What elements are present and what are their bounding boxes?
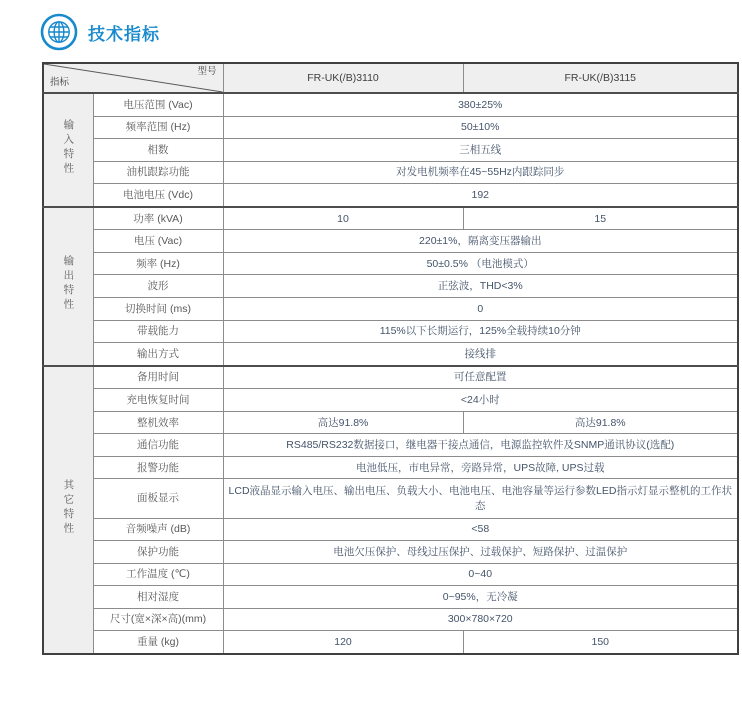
param-label: 电压范围 (Vac) (93, 93, 223, 116)
param-value: 380±25% (223, 93, 738, 116)
table-row (43, 479, 738, 518)
spec-table (42, 62, 739, 655)
param-value: 15 (463, 207, 738, 230)
table-row (43, 230, 738, 253)
param-label: 电压 (Vac) (93, 230, 223, 253)
page-title: 技术指标 (88, 24, 160, 44)
param-value: 0 (223, 298, 738, 321)
group-header-label: 输入特性 (62, 118, 75, 177)
corner-cell (43, 63, 223, 93)
param-value: RS485/RS232数据接口，继电器干接点通信，电源监控软件及SNMP通讯协议(选配) (223, 434, 738, 457)
corner-label-model: 型号 (197, 66, 217, 77)
table-row (43, 320, 738, 343)
param-value: <24小时 (223, 389, 738, 412)
param-value: 150 (463, 631, 738, 654)
group-header-label: 输出特性 (62, 255, 75, 314)
param-value: 10 (223, 207, 463, 230)
table-row (43, 161, 738, 184)
param-value: 对发电机频率在45~55Hz内跟踪同步 (223, 161, 738, 184)
param-label: 整机效率 (93, 411, 223, 434)
group-header-1 (43, 207, 93, 366)
table-row (43, 586, 738, 609)
param-value: 220±1%，隔离变压器输出 (223, 230, 738, 253)
param-label: 电池电压 (Vdc) (93, 184, 223, 207)
param-label: 备用时间 (93, 366, 223, 389)
table-row (43, 456, 738, 479)
param-value: 可任意配置 (223, 366, 738, 389)
table-row (43, 563, 738, 586)
param-label: 尺寸(宽×深×高)(mm) (93, 608, 223, 631)
param-label: 油机跟踪功能 (93, 161, 223, 184)
table-row (43, 139, 738, 162)
table-row (43, 541, 738, 564)
param-value: 正弦波，THD<3% (223, 275, 738, 298)
param-label: 充电恢复时间 (93, 389, 223, 412)
group-header-2 (43, 366, 93, 654)
table-row (43, 631, 738, 654)
param-label: 功率 (kVA) (93, 207, 223, 230)
param-label: 带载能力 (93, 320, 223, 343)
param-value: 50±10% (223, 116, 738, 139)
table-header-row (43, 63, 738, 93)
spec-table-body (43, 93, 738, 654)
param-label: 保护功能 (93, 541, 223, 564)
table-row (43, 93, 738, 116)
corner-label-indicator: 指标 (50, 77, 70, 89)
param-label: 面板显示 (93, 479, 223, 518)
param-value: 50±0.5% （电池模式） (223, 252, 738, 275)
table-row (43, 116, 738, 139)
table-row (43, 298, 738, 321)
table-row (43, 207, 738, 230)
param-label: 频率 (Hz) (93, 252, 223, 275)
param-value: 192 (223, 184, 738, 207)
page-header (39, 12, 160, 52)
table-row (43, 434, 738, 457)
param-label: 相对湿度 (93, 586, 223, 609)
model-column-header-1: FR-UK(/B)3110 (223, 63, 463, 93)
param-value: 300×780×720 (223, 608, 738, 631)
diagonal-line-icon (44, 64, 223, 92)
table-row (43, 518, 738, 541)
param-label: 重量 (kg) (93, 631, 223, 654)
param-label: 音频噪声 (dB) (93, 518, 223, 541)
table-row (43, 366, 738, 389)
param-value: 电池低压，市电异常，旁路异常，UPS故障, UPS过载 (223, 456, 738, 479)
param-label: 工作温度 (℃) (93, 563, 223, 586)
param-label: 波形 (93, 275, 223, 298)
table-row (43, 252, 738, 275)
param-value: <58 (223, 518, 738, 541)
table-row (43, 608, 738, 631)
param-value: 三相五线 (223, 139, 738, 162)
param-value: 0~40 (223, 563, 738, 586)
param-label: 切换时间 (ms) (93, 298, 223, 321)
param-label: 频率范围 (Hz) (93, 116, 223, 139)
globe-icon (39, 12, 79, 52)
param-label: 相数 (93, 139, 223, 162)
param-value: 0~95%，无冷凝 (223, 586, 738, 609)
group-header-0 (43, 93, 93, 207)
table-row (43, 411, 738, 434)
spec-table-container (42, 62, 739, 655)
group-header-label: 其它特性 (62, 478, 75, 537)
param-value: LCD液晶显示输入电压、输出电压、负载大小、电池电压、电池容量等运行参数LED指示灯显示整机的工作状态 (223, 479, 738, 518)
param-label: 报警功能 (93, 456, 223, 479)
param-value: 接线排 (223, 343, 738, 366)
table-row (43, 184, 738, 207)
param-value: 高达91.8% (223, 411, 463, 434)
param-value: 120 (223, 631, 463, 654)
param-value: 电池欠压保护、母线过压保护、过载保护、短路保护、过温保护 (223, 541, 738, 564)
param-label: 输出方式 (93, 343, 223, 366)
param-label: 通信功能 (93, 434, 223, 457)
table-row (43, 389, 738, 412)
table-row (43, 275, 738, 298)
model-column-header-2: FR-UK(/B)3115 (463, 63, 738, 93)
param-value: 高达91.8% (463, 411, 738, 434)
param-value: 115%以下长期运行，125%全载持续10分钟 (223, 320, 738, 343)
table-row (43, 343, 738, 366)
